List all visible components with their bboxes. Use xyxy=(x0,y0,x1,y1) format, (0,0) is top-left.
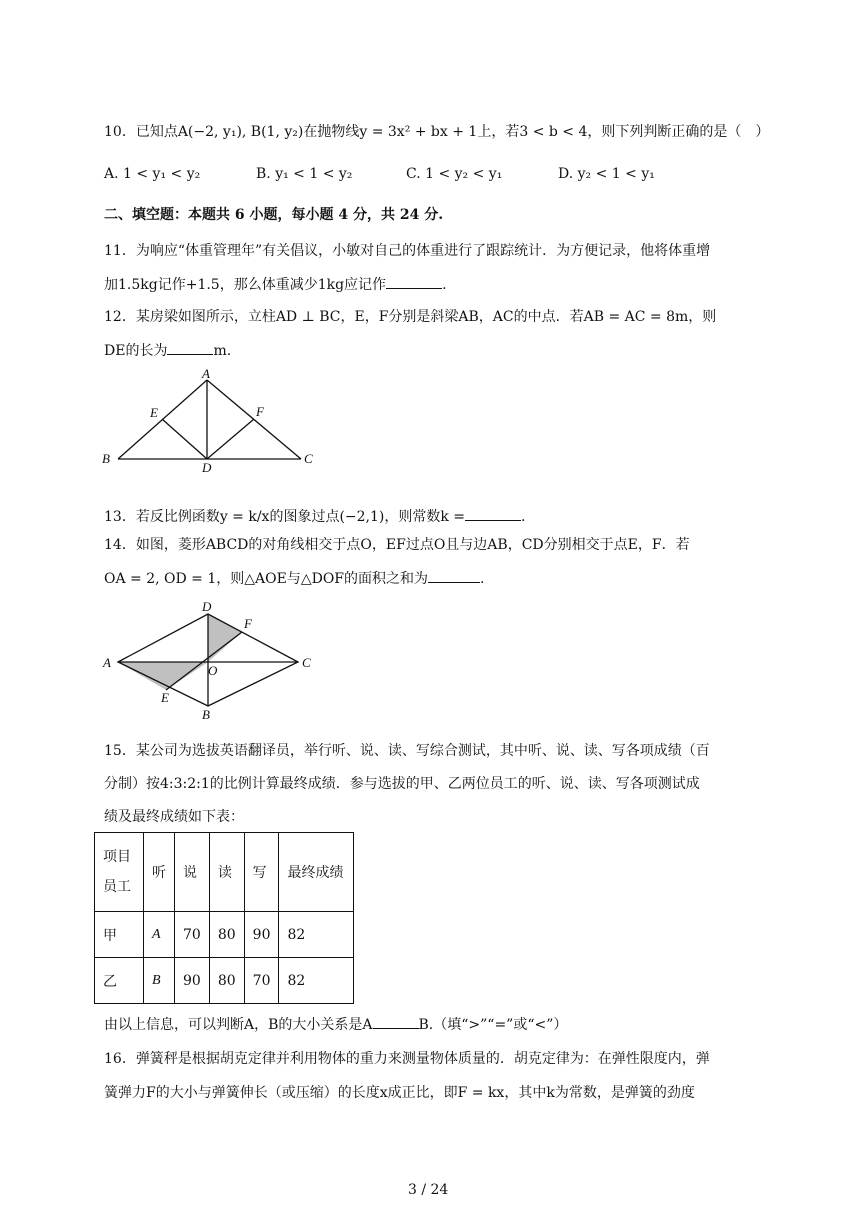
q10-stem: 10．已知点A(−2, y₁), B(1, y₂)在抛物线y = 3x² + bx + 1上，若3 < b < 4，则下列判断正确的是（ ） xyxy=(104,124,770,140)
q12-unit: m. xyxy=(213,343,232,359)
table-row xyxy=(95,912,354,958)
fig12-label-e: E xyxy=(150,405,158,420)
q10-option-b: B. y₁ < 1 < y₂ xyxy=(256,166,353,182)
fig14-label-d: D xyxy=(202,599,212,614)
q11-period: . xyxy=(442,277,447,293)
q13-answer-blank[interactable] xyxy=(465,506,521,521)
q12-text: DE的长为 xyxy=(104,343,168,359)
q16-line2: 簧弹力F的大小与弹簧伸长（或压缩）的长度x成正比，即F = kx，其中k为常数，是弹簧的劲度 xyxy=(104,1085,695,1101)
fig12-label-a: A xyxy=(202,366,210,381)
header-final: 最终成绩 xyxy=(279,833,354,912)
q15-line2: 分制）按4:3:2:1的比例计算最终成绩．参与选拔的甲、乙两位员工的听、说、读、写各项测试成 xyxy=(104,776,700,792)
cell: 90 xyxy=(175,958,210,1004)
q11-line1: 11．为响应“体重管理年”有关倡议，小敏对自己的体重进行了跟踪统计．为方便记录，他将体重增 xyxy=(104,243,711,259)
roof-beam-figure xyxy=(96,362,326,477)
header-write: 写 xyxy=(244,833,279,912)
fig14-label-b: B xyxy=(202,707,210,722)
cell: 80 xyxy=(209,958,244,1004)
cell: A xyxy=(144,912,175,958)
triangle-aoe-shade xyxy=(118,662,208,690)
header-item: 项目 xyxy=(103,849,131,865)
fig12-label-b: B xyxy=(102,451,110,466)
q11-text: 加1.5kg记作+1.5，那么体重减少1kg应记作 xyxy=(104,277,387,293)
cell: 82 xyxy=(279,958,354,1004)
rhombus-figure xyxy=(98,598,328,723)
header-employee: 员工 xyxy=(103,879,131,895)
q15-conclusion-tail: B.（填“>”“=”或“<”） xyxy=(418,1017,568,1033)
table-corner-cell xyxy=(95,833,144,912)
page-number: 3 / 24 xyxy=(408,1182,449,1198)
q11-answer-blank[interactable] xyxy=(386,274,442,289)
q12-answer-blank[interactable] xyxy=(167,340,213,355)
q14-line2 xyxy=(104,568,484,588)
q14-answer-blank[interactable] xyxy=(428,568,480,583)
q13-text: 13．若反比例函数y = k/x的图象过点(−2,1)，则常数k = xyxy=(104,509,466,525)
cell: 70 xyxy=(175,912,210,958)
q15-line3: 绩及最终成绩如下表： xyxy=(104,809,244,825)
header-read: 读 xyxy=(209,833,244,912)
fig14-label-e: E xyxy=(161,690,169,705)
q14-line1: 14．如图，菱形ABCD的对角线相交于点O，EF过点O且与边AB，CD分别相交于点E，F．若 xyxy=(104,537,690,553)
fig12-label-d: D xyxy=(202,460,212,475)
row-name: 甲 xyxy=(95,912,144,958)
cell: 80 xyxy=(209,912,244,958)
fig14-label-o: O xyxy=(208,663,218,678)
fig14-label-a: A xyxy=(103,655,111,670)
cell: B xyxy=(144,958,175,1004)
table-row xyxy=(95,958,354,1004)
row-name: 乙 xyxy=(95,958,144,1004)
header-speak: 说 xyxy=(175,833,210,912)
fig14-label-c: C xyxy=(302,655,311,670)
q12-line1: 12．某房梁如图所示，立柱AD ⊥ BC，E，F分别是斜梁AB，AC的中点．若AB = AC = 8m，则 xyxy=(104,309,717,325)
q10-option-d: D. y₂ < 1 < y₁ xyxy=(558,166,655,182)
table-header-row xyxy=(95,833,354,912)
fig12-label-f: F xyxy=(256,404,264,419)
q16-line1: 16．弹簧秤是根据胡克定律并利用物体的重力来测量物体质量的．胡克定律为：在弹性限度内，弹 xyxy=(104,1051,710,1067)
fig12-label-c: C xyxy=(304,451,313,466)
q15-line1: 15．某公司为选拔英语翻译员，举行听、说、读、写综合测试，其中听、说、读、写各项成绩（百 xyxy=(104,743,710,759)
cell: 70 xyxy=(244,958,279,1004)
q15-answer-blank[interactable] xyxy=(373,1014,419,1029)
q14-text: OA = 2, OD = 1，则△AOE与△DOF的面积之和为 xyxy=(104,571,429,587)
q13-period: . xyxy=(521,509,526,525)
fig14-label-f: F xyxy=(244,616,252,631)
score-table xyxy=(94,832,354,1004)
q11-line2 xyxy=(104,274,447,294)
header-listen: 听 xyxy=(144,833,175,912)
q15-conclusion-text: 由以上信息，可以判断A，B的大小关系是A xyxy=(104,1017,373,1033)
q14-period: . xyxy=(480,571,485,587)
q12-line2 xyxy=(104,340,231,360)
q13-line xyxy=(104,506,526,526)
section-title: 二、填空题：本题共 6 小题，每小题 4 分，共 24 分. xyxy=(104,207,444,223)
q10-option-c: C. 1 < y₂ < y₁ xyxy=(406,166,503,182)
cell: 82 xyxy=(279,912,354,958)
q15-conclusion xyxy=(104,1014,567,1034)
cell: 90 xyxy=(244,912,279,958)
q10-option-a: A. 1 < y₁ < y₂ xyxy=(104,166,201,182)
